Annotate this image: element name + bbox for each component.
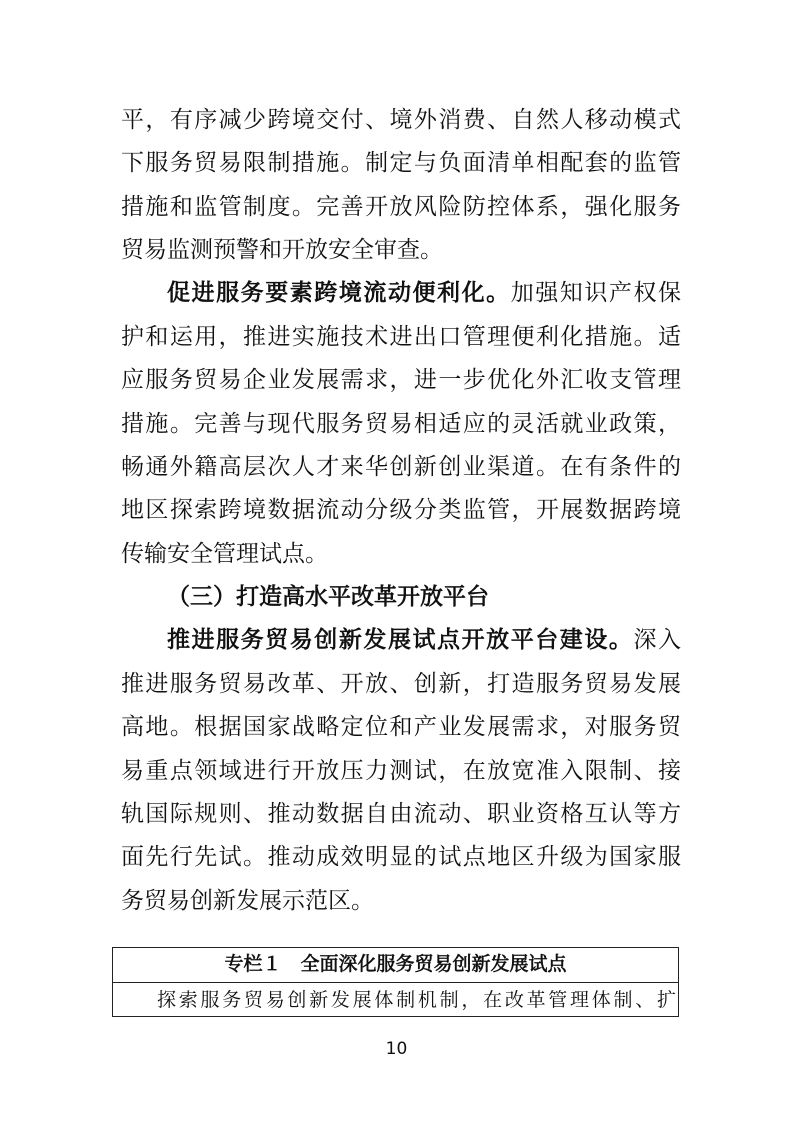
paragraph-line: 贸易监测预警和开放安全审查。 <box>121 237 443 263</box>
paragraph-line: 推进服务贸易改革、开放、创新，打造服务贸易发展 <box>121 671 681 697</box>
paragraph-line: 应服务贸易企业发展需求，进一步优化外汇收支管理 <box>121 367 681 393</box>
feature-box-title: 专栏１ 全面深化服务贸易创新发展试点 <box>113 948 678 983</box>
paragraph-lead-rest: 加强知识产权保 <box>510 280 682 306</box>
paragraph-line: 平，有序减少跨境交付、境外消费、自然人移动模式 <box>121 107 681 133</box>
paragraph-lead-bold: 促进服务要素跨境流动便利化。 <box>167 280 511 306</box>
paragraph-line: 传输安全管理试点。 <box>121 541 328 567</box>
paragraph-lead-line <box>167 273 681 313</box>
paragraph-line: 易重点领域进行开放压力测试，在放宽准入限制、接 <box>121 758 681 784</box>
paragraph-line: 地区探索跨境数据流动分级分类监管，开展数据跨境 <box>121 497 681 523</box>
paragraph-line: 下服务贸易限制措施。制定与负面清单相配套的监管 <box>121 150 681 176</box>
paragraph-line: 措施和监管制度。完善开放风险防控体系，强化服务 <box>121 194 681 220</box>
feature-box <box>112 947 679 1017</box>
paragraph-lead-bold: 推进服务贸易创新发展试点开放平台建设。 <box>167 627 634 653</box>
paragraph-line: 护和运用，推进实施技术进出口管理便利化措施。适 <box>121 324 681 350</box>
feature-box-body: 探索服务贸易创新发展体制机制，在改革管理体制、扩 <box>157 989 676 1011</box>
paragraph-line: 高地。根据国家战略定位和产业发展需求，对服务贸 <box>121 714 681 740</box>
paragraph-lead-rest: 深入 <box>633 627 682 653</box>
paragraph-line: 务贸易创新发展示范区。 <box>121 888 374 914</box>
paragraph-line: 畅通外籍高层次人才来华创新创业渠道。在有条件的 <box>121 454 681 480</box>
paragraph-line: 轨国际规则、推动数据自由流动、职业资格互认等方 <box>121 801 681 827</box>
paragraph-line: 面先行先试。推动成效明显的试点地区升级为国家服 <box>121 844 681 870</box>
paragraph-line: 措施。完善与现代服务贸易相适应的灵活就业政策， <box>121 411 681 437</box>
section-heading: （三）打造高水平改革开放平台 <box>167 584 489 610</box>
paragraph-lead-line <box>167 620 681 660</box>
page-number: 10 <box>385 1039 408 1059</box>
